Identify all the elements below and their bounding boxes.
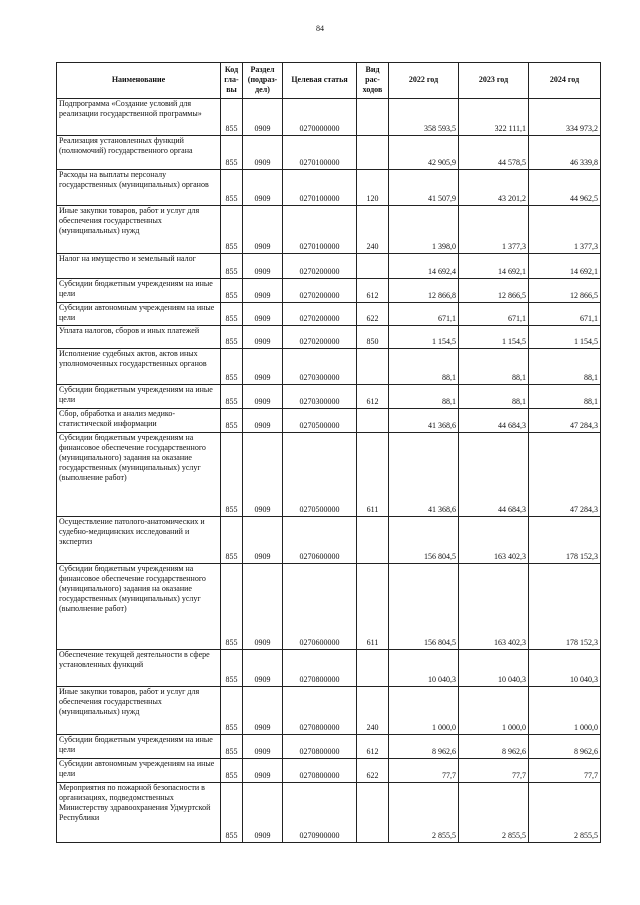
row-code: 855 xyxy=(221,136,243,170)
row-exptype: 240 xyxy=(357,206,389,254)
row-target: 0270500000 xyxy=(283,433,357,517)
table-row xyxy=(57,254,601,279)
row-section: 0909 xyxy=(243,759,283,783)
row-name: Иные закупки товаров, работ и услуг для обеспечения государственных (муниципальных) нужд xyxy=(57,206,221,254)
row-y2023: 44 578,5 xyxy=(459,136,529,170)
row-section: 0909 xyxy=(243,136,283,170)
row-name: Субсидии бюджетным учреждениям на иные цели xyxy=(57,385,221,409)
page-number: 84 xyxy=(316,24,324,33)
row-y2023: 671,1 xyxy=(459,303,529,326)
row-target: 0270200000 xyxy=(283,254,357,279)
row-section: 0909 xyxy=(243,385,283,409)
table-row xyxy=(57,136,601,170)
row-y2022: 358 593,5 xyxy=(389,99,459,136)
row-name: Осуществление патолого-анатомических и судебно-медицинских исследований и экспертиз xyxy=(57,517,221,564)
row-code: 855 xyxy=(221,254,243,279)
row-name: Реализация установленных функций (полномочий) государственного органа xyxy=(57,136,221,170)
row-code: 855 xyxy=(221,783,243,843)
row-y2022: 8 962,6 xyxy=(389,735,459,759)
row-y2023: 77,7 xyxy=(459,759,529,783)
row-section: 0909 xyxy=(243,254,283,279)
row-target: 0270000000 xyxy=(283,99,357,136)
row-y2023: 322 111,1 xyxy=(459,99,529,136)
row-y2022: 1 154,5 xyxy=(389,326,459,349)
row-name: Уплата налогов, сборов и иных платежей xyxy=(57,326,221,349)
row-name: Иные закупки товаров, работ и услуг для обеспечения государственных (муниципальных) нужд xyxy=(57,687,221,735)
row-y2023: 1 377,3 xyxy=(459,206,529,254)
row-target: 0270800000 xyxy=(283,687,357,735)
row-y2024: 10 040,3 xyxy=(529,650,601,687)
header-exptype: Вид рас- ходов xyxy=(357,63,389,99)
row-target: 0270300000 xyxy=(283,349,357,385)
row-section: 0909 xyxy=(243,349,283,385)
row-y2023: 163 402,3 xyxy=(459,564,529,650)
row-y2022: 41 368,6 xyxy=(389,409,459,433)
row-y2023: 43 201,2 xyxy=(459,170,529,206)
table-row xyxy=(57,99,601,136)
row-target: 0270200000 xyxy=(283,303,357,326)
row-name: Мероприятия по пожарной безопасности в организациях, подведомственных Министерству здравоохранения Удмуртской Республики xyxy=(57,783,221,843)
row-y2024: 88,1 xyxy=(529,349,601,385)
table-row xyxy=(57,687,601,735)
row-code: 855 xyxy=(221,650,243,687)
row-y2022: 42 905,9 xyxy=(389,136,459,170)
row-section: 0909 xyxy=(243,735,283,759)
row-name: Сбор, обработка и анализ медико-статистической информации xyxy=(57,409,221,433)
row-y2022: 1 398,0 xyxy=(389,206,459,254)
row-section: 0909 xyxy=(243,326,283,349)
row-exptype xyxy=(357,254,389,279)
row-exptype: 611 xyxy=(357,433,389,517)
row-y2024: 8 962,6 xyxy=(529,735,601,759)
row-code: 855 xyxy=(221,206,243,254)
row-name: Субсидии автономным учреждениям на иные цели xyxy=(57,759,221,783)
row-name: Обеспечение текущей деятельности в сфере установленных функций xyxy=(57,650,221,687)
row-section: 0909 xyxy=(243,99,283,136)
row-name: Подпрограмма «Создание условий для реализации государственной программы» xyxy=(57,99,221,136)
row-section: 0909 xyxy=(243,170,283,206)
row-code: 855 xyxy=(221,279,243,303)
row-y2024: 46 339,8 xyxy=(529,136,601,170)
row-y2023: 10 040,3 xyxy=(459,650,529,687)
row-y2024: 178 152,3 xyxy=(529,517,601,564)
row-y2024: 47 284,3 xyxy=(529,409,601,433)
row-y2023: 44 684,3 xyxy=(459,433,529,517)
table-row xyxy=(57,564,601,650)
row-y2024: 44 962,5 xyxy=(529,170,601,206)
row-y2024: 14 692,1 xyxy=(529,254,601,279)
row-y2023: 1 000,0 xyxy=(459,687,529,735)
row-y2024: 1 154,5 xyxy=(529,326,601,349)
row-exptype xyxy=(357,783,389,843)
row-name: Расходы на выплаты персоналу государственных (муниципальных) органов xyxy=(57,170,221,206)
row-code: 855 xyxy=(221,385,243,409)
row-name: Субсидии бюджетным учреждениям на иные цели xyxy=(57,735,221,759)
row-exptype: 622 xyxy=(357,759,389,783)
row-code: 855 xyxy=(221,326,243,349)
row-section: 0909 xyxy=(243,517,283,564)
row-y2022: 156 804,5 xyxy=(389,517,459,564)
row-target: 0270500000 xyxy=(283,409,357,433)
table-row xyxy=(57,206,601,254)
row-code: 855 xyxy=(221,687,243,735)
header-y2023: 2023 год xyxy=(459,63,529,99)
row-y2022: 10 040,3 xyxy=(389,650,459,687)
header-section: Раздел (подраз- дел) xyxy=(243,63,283,99)
row-y2024: 77,7 xyxy=(529,759,601,783)
row-code: 855 xyxy=(221,409,243,433)
header-name: Наименование xyxy=(57,63,221,99)
row-y2023: 1 154,5 xyxy=(459,326,529,349)
header-y2024: 2024 год xyxy=(529,63,601,99)
row-section: 0909 xyxy=(243,687,283,735)
row-exptype: 120 xyxy=(357,170,389,206)
header-target: Целевая статья xyxy=(283,63,357,99)
table-row xyxy=(57,170,601,206)
row-target: 0270100000 xyxy=(283,206,357,254)
row-exptype xyxy=(357,650,389,687)
table-row xyxy=(57,326,601,349)
table-row xyxy=(57,650,601,687)
row-y2022: 14 692,4 xyxy=(389,254,459,279)
row-target: 0270800000 xyxy=(283,759,357,783)
row-target: 0270900000 xyxy=(283,783,357,843)
row-code: 855 xyxy=(221,759,243,783)
row-y2023: 88,1 xyxy=(459,349,529,385)
row-target: 0270100000 xyxy=(283,170,357,206)
row-y2024: 88,1 xyxy=(529,385,601,409)
row-target: 0270200000 xyxy=(283,326,357,349)
row-exptype: 850 xyxy=(357,326,389,349)
row-y2022: 156 804,5 xyxy=(389,564,459,650)
row-y2022: 671,1 xyxy=(389,303,459,326)
row-exptype: 622 xyxy=(357,303,389,326)
row-y2022: 88,1 xyxy=(389,385,459,409)
row-exptype xyxy=(357,136,389,170)
row-exptype: 611 xyxy=(357,564,389,650)
row-exptype: 612 xyxy=(357,279,389,303)
row-y2023: 14 692,1 xyxy=(459,254,529,279)
row-target: 0270600000 xyxy=(283,564,357,650)
table-row xyxy=(57,759,601,783)
row-target: 0270200000 xyxy=(283,279,357,303)
row-y2024: 12 866,5 xyxy=(529,279,601,303)
row-y2023: 88,1 xyxy=(459,385,529,409)
table-row xyxy=(57,517,601,564)
row-y2023: 8 962,6 xyxy=(459,735,529,759)
row-y2022: 12 866,8 xyxy=(389,279,459,303)
row-y2023: 163 402,3 xyxy=(459,517,529,564)
row-y2023: 2 855,5 xyxy=(459,783,529,843)
row-code: 855 xyxy=(221,735,243,759)
row-section: 0909 xyxy=(243,303,283,326)
row-y2024: 671,1 xyxy=(529,303,601,326)
row-section: 0909 xyxy=(243,206,283,254)
row-y2024: 1 000,0 xyxy=(529,687,601,735)
row-code: 855 xyxy=(221,99,243,136)
row-section: 0909 xyxy=(243,783,283,843)
row-name: Субсидии бюджетным учреждениям на иные цели xyxy=(57,279,221,303)
table-row xyxy=(57,279,601,303)
table-row xyxy=(57,385,601,409)
row-exptype: 612 xyxy=(357,385,389,409)
row-exptype: 240 xyxy=(357,687,389,735)
row-section: 0909 xyxy=(243,650,283,687)
row-target: 0270300000 xyxy=(283,385,357,409)
row-name: Субсидии бюджетным учреждениям на финансовое обеспечение государственного (муниципального) задания на оказание государственных (муниципальных) услуг (выполнение работ) xyxy=(57,564,221,650)
row-target: 0270800000 xyxy=(283,735,357,759)
table-row xyxy=(57,433,601,517)
table-row xyxy=(57,735,601,759)
row-y2024: 334 973,2 xyxy=(529,99,601,136)
row-y2022: 1 000,0 xyxy=(389,687,459,735)
header-row xyxy=(57,63,601,99)
row-y2024: 178 152,3 xyxy=(529,564,601,650)
row-code: 855 xyxy=(221,303,243,326)
row-name: Субсидии автономным учреждениям на иные цели xyxy=(57,303,221,326)
row-code: 855 xyxy=(221,564,243,650)
header-y2022: 2022 год xyxy=(389,63,459,99)
row-name: Налог на имущество и земельный налог xyxy=(57,254,221,279)
budget-table xyxy=(56,62,601,843)
header-code: Код гла- вы xyxy=(221,63,243,99)
row-y2023: 12 866,5 xyxy=(459,279,529,303)
row-section: 0909 xyxy=(243,409,283,433)
table-row xyxy=(57,783,601,843)
row-y2022: 41 507,9 xyxy=(389,170,459,206)
row-name: Исполнение судебных актов, актов иных уполномоченных государственных органов xyxy=(57,349,221,385)
row-y2024: 2 855,5 xyxy=(529,783,601,843)
table-row xyxy=(57,349,601,385)
row-target: 0270600000 xyxy=(283,517,357,564)
row-y2022: 2 855,5 xyxy=(389,783,459,843)
row-code: 855 xyxy=(221,433,243,517)
row-code: 855 xyxy=(221,349,243,385)
row-exptype xyxy=(357,99,389,136)
row-target: 0270100000 xyxy=(283,136,357,170)
row-y2022: 41 368,6 xyxy=(389,433,459,517)
row-y2022: 77,7 xyxy=(389,759,459,783)
row-exptype: 612 xyxy=(357,735,389,759)
row-code: 855 xyxy=(221,517,243,564)
row-y2023: 44 684,3 xyxy=(459,409,529,433)
row-name: Субсидии бюджетным учреждениям на финансовое обеспечение государственного (муниципального) задания на оказание государственных (муниципальных) услуг (выполнение работ) xyxy=(57,433,221,517)
table-row xyxy=(57,409,601,433)
row-y2024: 1 377,3 xyxy=(529,206,601,254)
row-exptype xyxy=(357,517,389,564)
row-y2022: 88,1 xyxy=(389,349,459,385)
row-y2024: 47 284,3 xyxy=(529,433,601,517)
row-section: 0909 xyxy=(243,433,283,517)
row-section: 0909 xyxy=(243,279,283,303)
table-row xyxy=(57,303,601,326)
row-section: 0909 xyxy=(243,564,283,650)
row-target: 0270800000 xyxy=(283,650,357,687)
row-exptype xyxy=(357,349,389,385)
row-exptype xyxy=(357,409,389,433)
row-code: 855 xyxy=(221,170,243,206)
